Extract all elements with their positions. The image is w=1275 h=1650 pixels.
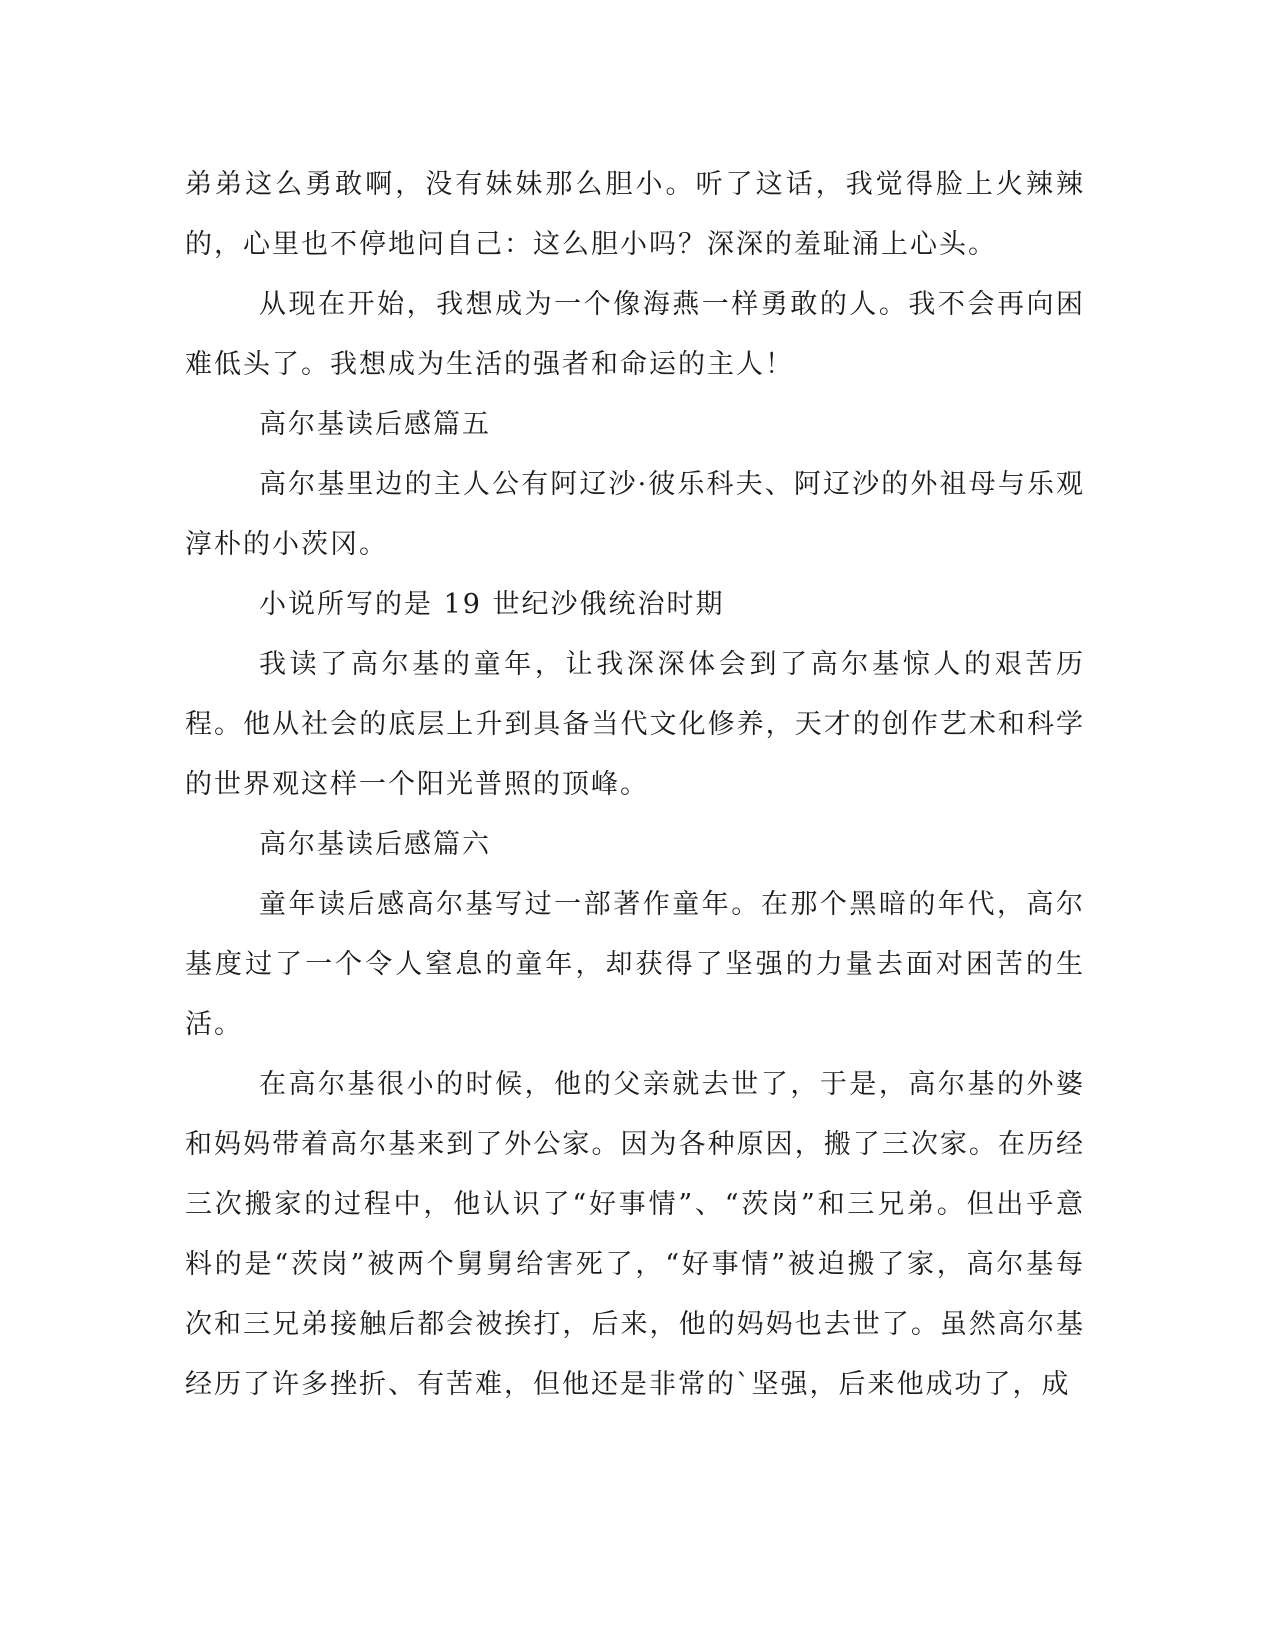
paragraph: 童年读后感高尔基写过一部著作童年。在那个黑暗的年代，高尔基度过了一个令人窒息的童年，却获得了坚强的力量去面对困苦的生活。 bbox=[185, 889, 1085, 1040]
document-body bbox=[185, 155, 1085, 1415]
paragraph-continuation: 弟弟这么勇敢啊，没有妹妹那么胆小。听了这话，我觉得脸上火辣辣的，心里也不停地问自己：这么胆小吗？深深的羞耻涌上心头。 bbox=[185, 169, 1085, 260]
paragraph: 小说所写的是 19 世纪沙俄统治时期 bbox=[259, 589, 725, 620]
paragraph: 在高尔基很小的时候，他的父亲就去世了，于是，高尔基的外婆和妈妈带着高尔基来到了外公家。因为各种原因，搬了三次家。在历经三次搬家的过程中，他认识了“好事情”、“茨岗”和三兄弟。但出乎意料的是“茨岗”被两个舅舅给害死了，“好事情”被迫搬了家，高尔基每次和三兄弟接触后都会被挨打，后来，他的妈妈也去世了。虽然高尔基经历了许多挫折、有苦难，但他还是非常的`坚强，后来他成功了，成 bbox=[185, 1069, 1085, 1400]
paragraph: 高尔基里边的主人公有阿辽沙·彼乐科夫、阿辽沙的外祖母与乐观淳朴的小茨冈。 bbox=[185, 469, 1085, 560]
paragraph: 从现在开始，我想成为一个像海燕一样勇敢的人。我不会再向困难低头了。我想成为生活的强者和命运的主人！ bbox=[185, 289, 1085, 380]
section-heading-5: 高尔基读后感篇五 bbox=[259, 409, 491, 440]
section-heading-6: 高尔基读后感篇六 bbox=[259, 829, 491, 860]
paragraph: 我读了高尔基的童年，让我深深体会到了高尔基惊人的艰苦历程。他从社会的底层上升到具备当代文化修养，天才的创作艺术和科学的世界观这样一个阳光普照的顶峰。 bbox=[185, 649, 1085, 800]
